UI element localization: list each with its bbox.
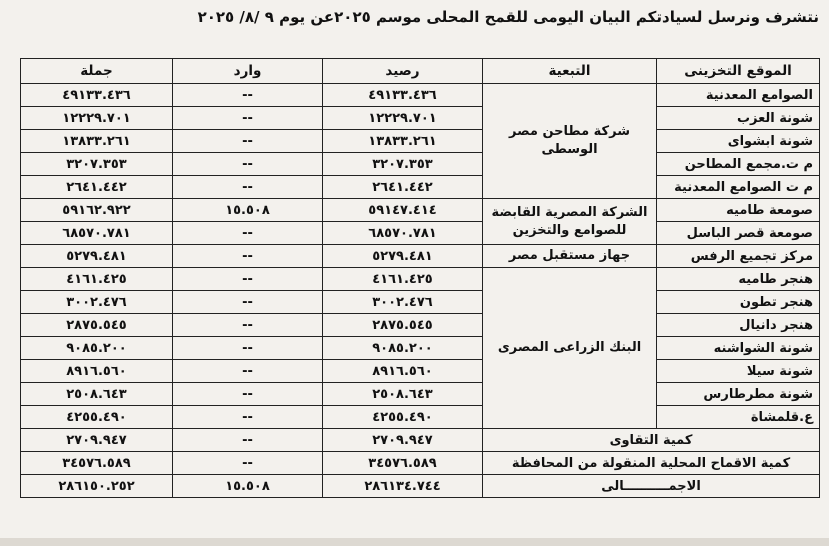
cell-incoming: -- <box>173 383 323 406</box>
table-row <box>21 268 820 291</box>
cell-location: هنجر تطون <box>657 291 820 314</box>
cell-incoming: -- <box>173 452 323 475</box>
table-header-row <box>21 59 820 84</box>
cell-location: شونة العزب <box>657 107 820 130</box>
cell-location: هنجر طاميه <box>657 268 820 291</box>
cell-location: شونة سيلا <box>657 360 820 383</box>
cell-location: م ت الصوامع المعدنية <box>657 176 820 199</box>
header-incoming: وارد <box>173 59 323 84</box>
cell-balance: ٢٧٠٩.٩٤٧ <box>323 429 483 452</box>
cell-incoming: ١٥.٥٠٨ <box>173 199 323 222</box>
table-row <box>21 176 820 199</box>
table-row <box>21 406 820 429</box>
table-row-seeds <box>21 429 820 452</box>
cell-total: ٢٧٠٩.٩٤٧ <box>21 429 173 452</box>
cell-total: ٥٢٧٩.٤٨١ <box>21 245 173 268</box>
cell-balance: ١٣٨٣٣.٢٦١ <box>323 130 483 153</box>
table-row <box>21 360 820 383</box>
group-cell-agricultural-bank: البنك الزراعى المصرى <box>483 268 657 429</box>
cell-balance: ٤٢٥٥.٤٩٠ <box>323 406 483 429</box>
cell-balance: ٢٦٤١.٤٤٢ <box>323 176 483 199</box>
group-cell-misr-mills: شركة مطاحن مصر الوسطى <box>483 84 657 199</box>
cell-incoming: -- <box>173 84 323 107</box>
cell-incoming: -- <box>173 337 323 360</box>
cell-incoming: -- <box>173 222 323 245</box>
cell-total: ٢٦٤١.٤٤٢ <box>21 176 173 199</box>
cell-location: شونة مطرطارس <box>657 383 820 406</box>
cell-total: ٩٠٨٥.٢٠٠ <box>21 337 173 360</box>
cell-location: شونة الشواشنه <box>657 337 820 360</box>
cell-total: ١٢٢٢٩.٧٠١ <box>21 107 173 130</box>
cell-incoming: -- <box>173 130 323 153</box>
cell-total: ٢٥٠٨.٦٤٣ <box>21 383 173 406</box>
cell-total: ٣٤٥٧٦.٥٨٩ <box>21 452 173 475</box>
cell-incoming: -- <box>173 245 323 268</box>
cell-total: ٤٩١٣٣.٤٣٦ <box>21 84 173 107</box>
cell-incoming: -- <box>173 176 323 199</box>
cell-incoming: -- <box>173 268 323 291</box>
cell-balance: ٢٨٧٥.٥٤٥ <box>323 314 483 337</box>
cell-total: ٢٨٦١٥٠.٢٥٢ <box>21 475 173 498</box>
table-row <box>21 245 820 268</box>
header-total: جملة <box>21 59 173 84</box>
table-row <box>21 314 820 337</box>
table-row-transferred <box>21 452 820 475</box>
cell-total: ٨٩١٦.٥٦٠ <box>21 360 173 383</box>
cell-incoming: -- <box>173 107 323 130</box>
cell-incoming: ١٥.٥٠٨ <box>173 475 323 498</box>
cell-balance: ٣٢٠٧.٣٥٣ <box>323 153 483 176</box>
cell-total: ٢٨٧٥.٥٤٥ <box>21 314 173 337</box>
cell-balance: ٤١٦١.٤٢٥ <box>323 268 483 291</box>
report-title: نتشرف ونرسل لسيادتكم البيان اليومى للقمح المحلى موسم ٢٠٢٥عن يوم ٩ /٨/ ٢٠٢٥ <box>197 8 819 26</box>
table-row <box>21 107 820 130</box>
cell-location: مركز تجميع الرفس <box>657 245 820 268</box>
cell-balance: ٣٤٥٧٦.٥٨٩ <box>323 452 483 475</box>
table-row <box>21 130 820 153</box>
cell-balance: ٥٩١٤٧.٤١٤ <box>323 199 483 222</box>
cell-incoming: -- <box>173 291 323 314</box>
cell-incoming: -- <box>173 406 323 429</box>
group-cell-future-of-egypt: جهاز مستقبل مصر <box>483 245 657 268</box>
cell-total: ٤٢٥٥.٤٩٠ <box>21 406 173 429</box>
grand-total-label: الاجمــــــــــالى <box>483 475 820 498</box>
cell-balance: ٩٠٨٥.٢٠٠ <box>323 337 483 360</box>
cell-incoming: -- <box>173 153 323 176</box>
table-row <box>21 337 820 360</box>
cell-total: ١٣٨٣٣.٢٦١ <box>21 130 173 153</box>
cell-total: ٣٠٠٢.٤٧٦ <box>21 291 173 314</box>
cell-total: ٣٢٠٧.٣٥٣ <box>21 153 173 176</box>
cell-total: ٥٩١٦٢.٩٢٢ <box>21 199 173 222</box>
table-row <box>21 84 820 107</box>
header-balance: رصيد <box>323 59 483 84</box>
cell-location: ع.قلمشاة <box>657 406 820 429</box>
cell-total: ٤١٦١.٤٢٥ <box>21 268 173 291</box>
cell-total: ٦٨٥٧٠.٧٨١ <box>21 222 173 245</box>
header-affiliation: التبعية <box>483 59 657 84</box>
page-bottom-edge <box>0 538 829 546</box>
cell-location: م ت.مجمع المطاحن <box>657 153 820 176</box>
header-location: الموقع التخزينى <box>657 59 820 84</box>
group-cell-holding-company: الشركة المصرية القابضة للصوامع والتخزين <box>483 199 657 245</box>
cell-location: شونة ابشواى <box>657 130 820 153</box>
table-row-grand-total <box>21 475 820 498</box>
cell-balance: ٤٩١٣٣.٤٣٦ <box>323 84 483 107</box>
wheat-stock-table <box>20 58 820 498</box>
table-row <box>21 153 820 176</box>
cell-balance: ٢٥٠٨.٦٤٣ <box>323 383 483 406</box>
table-row <box>21 199 820 222</box>
cell-incoming: -- <box>173 314 323 337</box>
cell-incoming: -- <box>173 360 323 383</box>
table-row <box>21 222 820 245</box>
cell-location: صومعة قصر الباسل <box>657 222 820 245</box>
cell-balance: ٣٠٠٢.٤٧٦ <box>323 291 483 314</box>
cell-balance: ٨٩١٦.٥٦٠ <box>323 360 483 383</box>
cell-location: صومعة طاميه <box>657 199 820 222</box>
transferred-label: كمية الاقماح المحلية المنقولة من المحافظة <box>483 452 820 475</box>
table-row <box>21 291 820 314</box>
cell-balance: ٢٨٦١٣٤.٧٤٤ <box>323 475 483 498</box>
cell-balance: ٥٢٧٩.٤٨١ <box>323 245 483 268</box>
cell-location: هنجر دانيال <box>657 314 820 337</box>
cell-balance: ٦٨٥٧٠.٧٨١ <box>323 222 483 245</box>
cell-location: الصوامع المعدنية <box>657 84 820 107</box>
cell-incoming: -- <box>173 429 323 452</box>
cell-balance: ١٢٢٢٩.٧٠١ <box>323 107 483 130</box>
table-row <box>21 383 820 406</box>
seeds-label: كمية التقاوى <box>483 429 820 452</box>
